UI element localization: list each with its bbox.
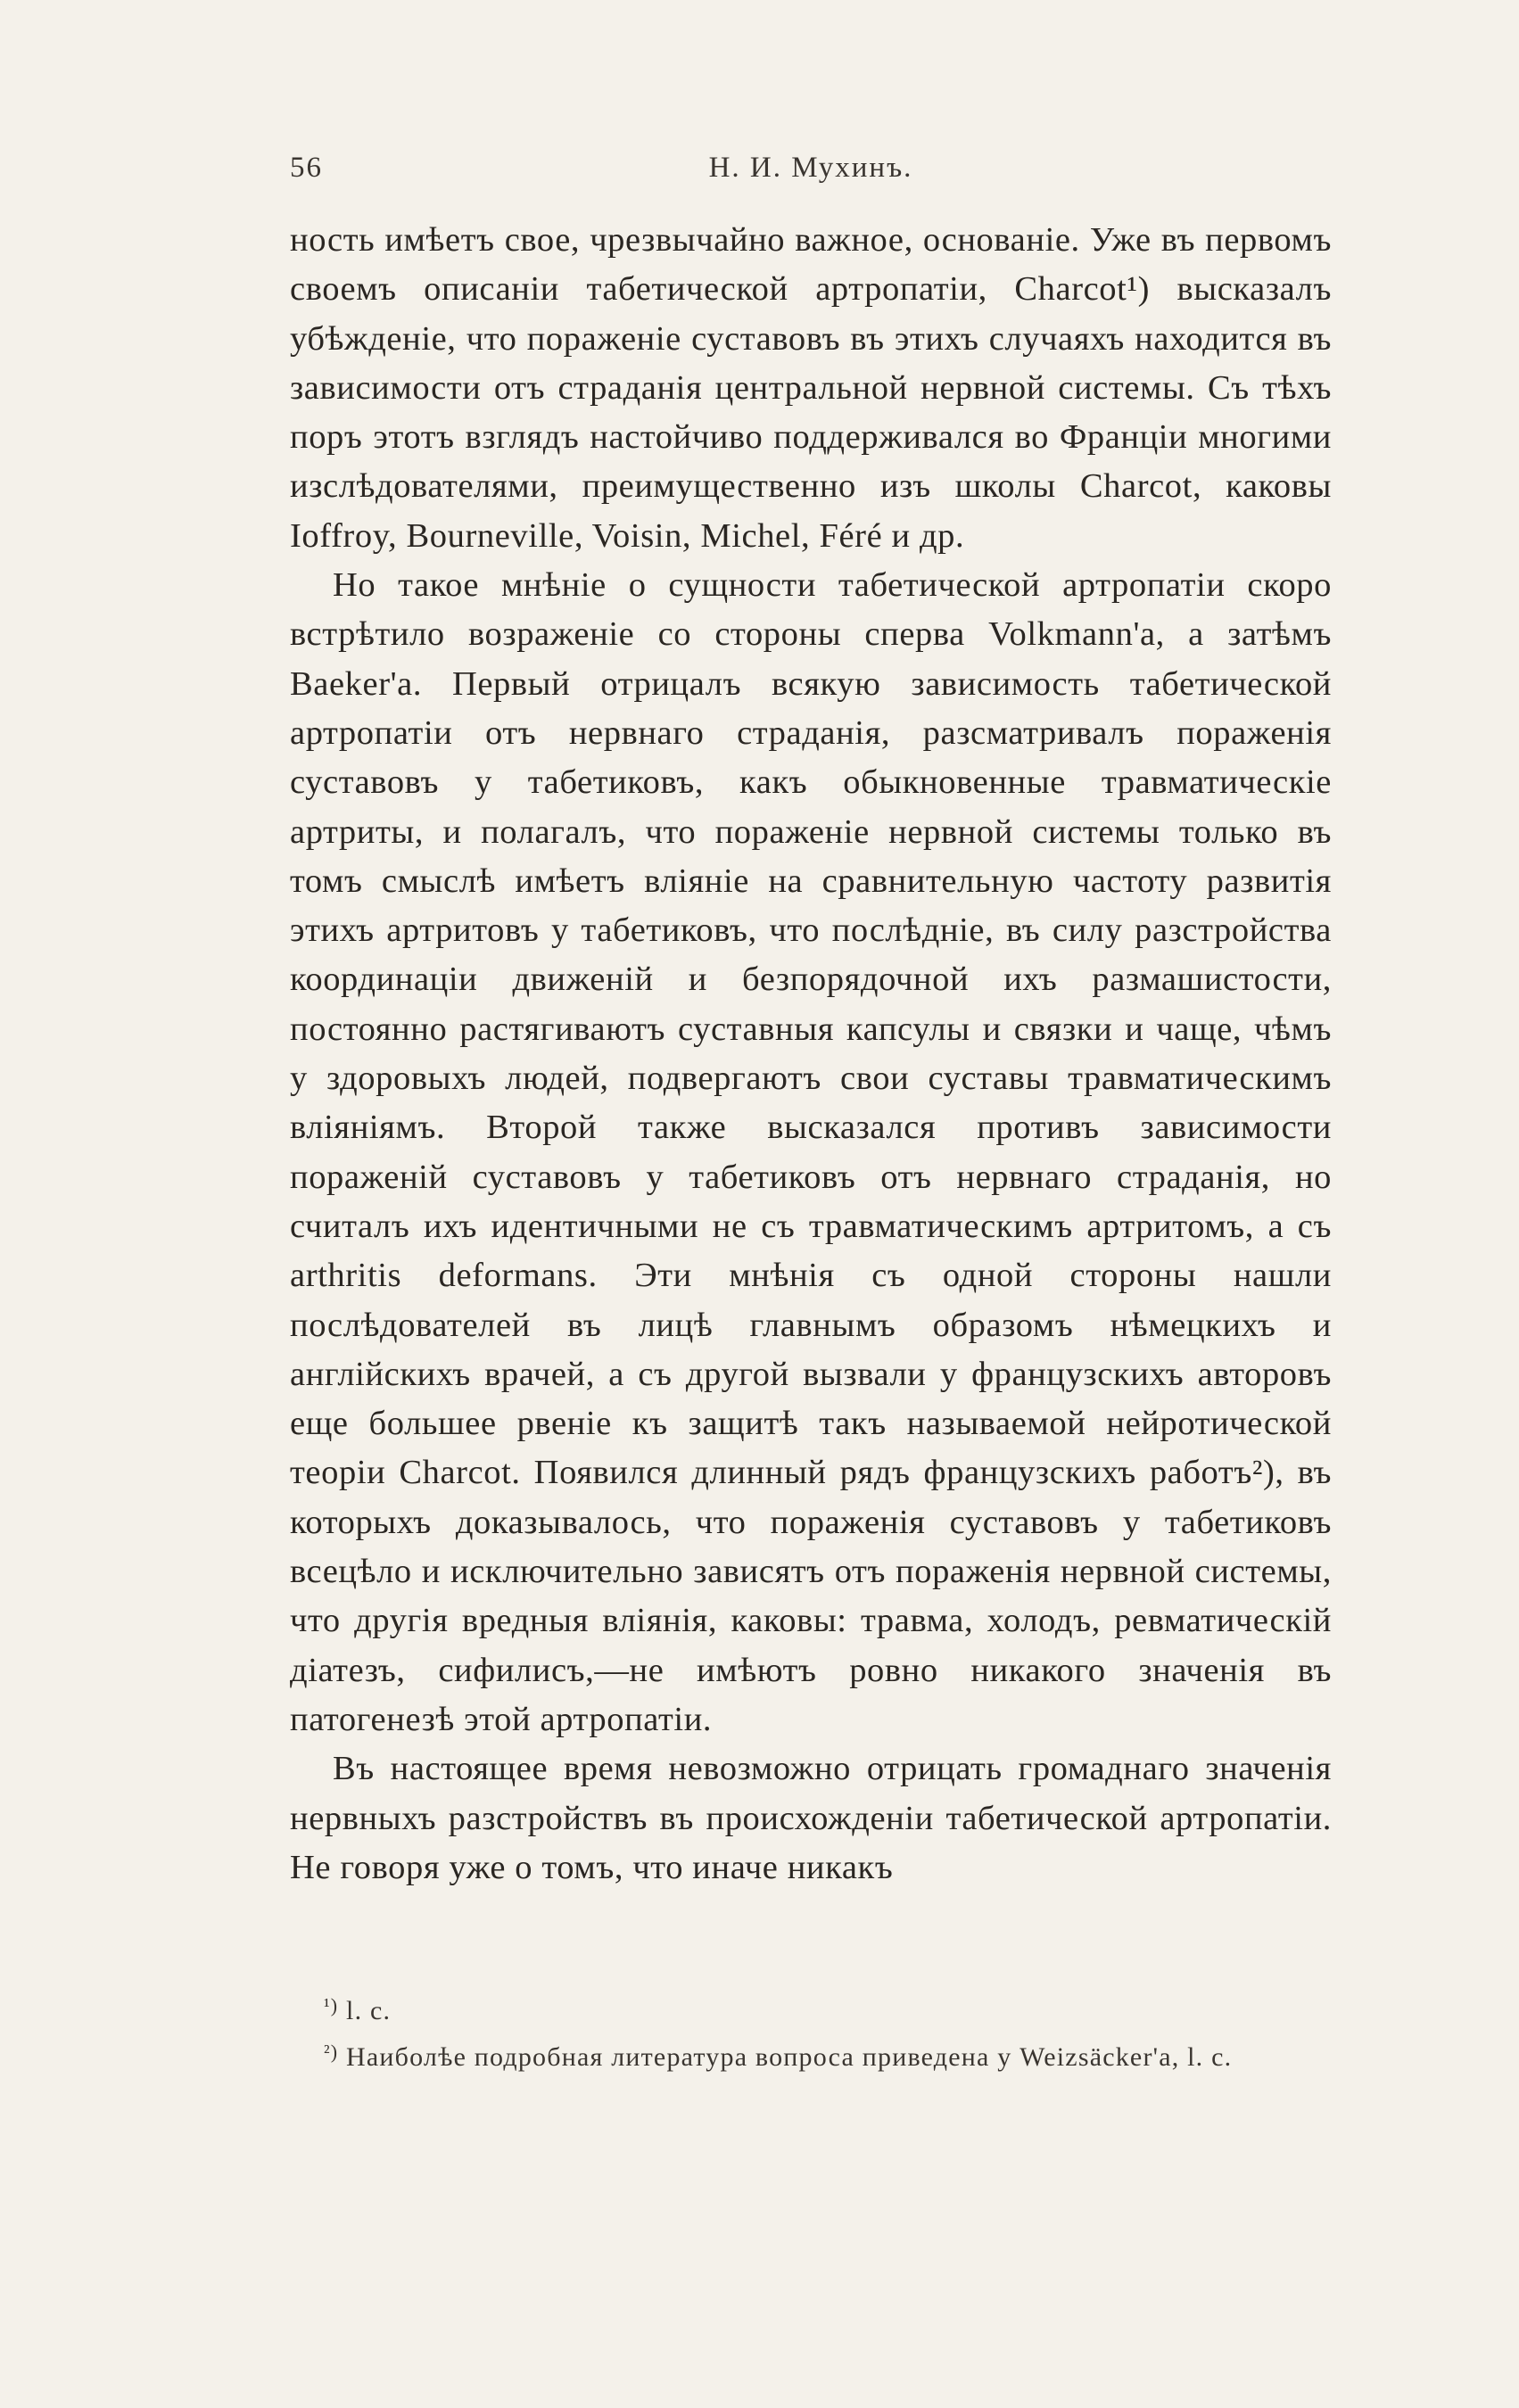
page-number: 56 <box>290 152 323 184</box>
footnotes <box>290 1985 1332 2078</box>
footnote-text: l. c. <box>338 1996 392 2025</box>
paragraph: Въ настоящее время невозможно отрицать громаднаго значенія нервныхъ разстройствъ въ происхожденіи табетической артропатіи. Не говоря уже о томъ, что иначе никакъ <box>290 1750 1332 1886</box>
running-head <box>290 152 1332 191</box>
footnote-text: Наиболѣе подробная литература вопроса приведена у Weizsäcker'a, l. c. <box>338 2042 1233 2072</box>
footnote-marker: ¹) <box>324 1994 339 2016</box>
footnote-2 <box>290 2032 1332 2078</box>
footnote-1 <box>290 1985 1332 2032</box>
running-title: Н. И. Мухинъ. <box>708 152 913 184</box>
main-text <box>290 216 1332 1893</box>
paragraph: Но такое мнѣніе о сущности табетической артропатіи скоро встрѣтило возраженіе со стороны сперва Volkmann'a, а затѣмъ Baeker'a. Первый отрицалъ всякую зависимость табетической артропатіи отъ нервнаго страданія, разсматривалъ пораженія суставовъ у табетиковъ, какъ обыкновенные травматическіе артриты, и полагалъ, что пораженіе нервной системы только въ томъ смыслѣ имѣетъ вліяніе на сравнительную частоту развитія этихъ артритовъ у табетиковъ, что послѣдніе, въ силу разстройства координаціи движеній и безпорядочной ихъ размашистости, постоянно растягиваютъ суставныя капсулы и связки и чаще, чѣмъ у здоровыхъ людей, подвергаютъ свои суставы травматическимъ вліяніямъ. Второй также высказался противъ зависимости пораженій суставовъ у табетиковъ отъ нервнаго страданія, но считалъ ихъ идентичными не съ травматическимъ артритомъ, а съ arthritis deformans. Эти мнѣнія съ одной стороны нашли послѣдователей въ лицѣ главнымъ образомъ нѣмецкихъ и англійскихъ врачей, а съ другой вызвали у французскихъ авторовъ еще большее рвеніе къ защитѣ такъ называемой нейротической теоріи Charcot. Появился длинный рядъ французскихъ работъ²), въ которыхъ доказывалось, что пораженія суставовъ у табетиковъ всецѣло и исключительно зависятъ отъ пораженія нервной системы, что другія вредныя вліянія, каковы: травма, холодъ, ревматическій діатезъ, сифилисъ,—не имѣютъ ровно никакого значенія въ патогенезѣ этой артропатіи. <box>290 566 1332 1738</box>
footnote-marker: ²) <box>324 2041 339 2063</box>
paragraph-continuation: ность имѣетъ свое, чрезвычайно важное, основаніе. Уже въ первомъ своемъ описаніи табетической артропатіи, Charcot¹) высказалъ убѣжденіе, что пораженіе суставовъ въ этихъ случаяхъ находится въ зависимости отъ страданія центральной нервной системы. Съ тѣхъ поръ этотъ взглядъ настойчиво поддерживался во Франціи многими изслѣдователями, преимущественно изъ школы Charcot, каковы Ioffroy, Bourneville, Voisin, Michel, Féré и др. <box>290 221 1332 555</box>
